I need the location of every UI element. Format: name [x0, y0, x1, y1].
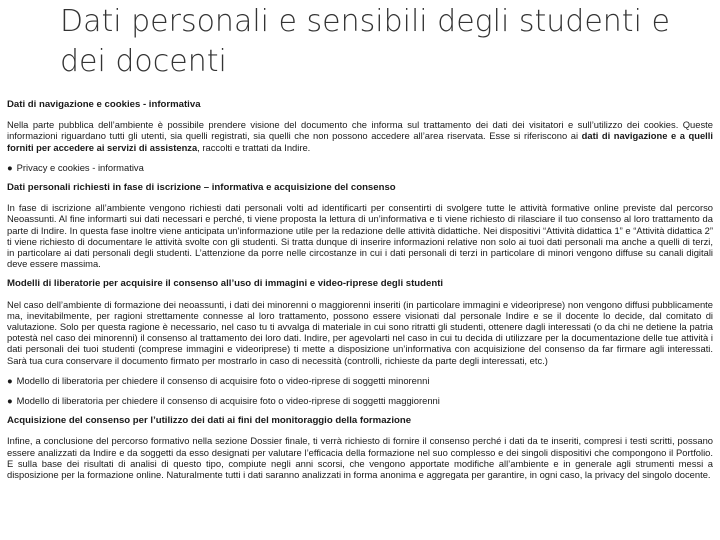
section-heading-release-models: Modelli di liberatorie per acquisire il consenso all’uso di immagini e video-riprese degli studenti — [7, 278, 444, 290]
paragraph-text: Nella parte pubblica dell’ambiente è possibile prendere visione del documento che informa sul trattamento dei dati dei visitatori e sull’utilizzo dei cookies. Queste informazioni riguardano tutti gli utenti, sia quelli registrati, sia quelli che non possono accedere all’area riservata. Esse si riferiscono ai — [7, 119, 713, 142]
page-title: Dati personali e sensibili degli studenti e dei docenti — [60, 4, 670, 79]
bullet-label: Modello di liberatoria per chiedere il consenso di acquisire foto o video-riprese di soggetti minorenni — [16, 374, 430, 386]
bullet-label: Modello di liberatoria per chiedere il consenso di acquisire foto o video-riprese di soggetti maggiorenni — [16, 395, 440, 407]
section-heading-registration: Dati personali richiesti in fase di iscrizione – informativa e acquisizione del consenso — [7, 182, 396, 194]
paragraph-monitoring-consent: Infine, a conclusione del percorso formativo nella sezione Dossier finale, ti verrà richiesto di fornire il consenso perché i dati da te inseriti, compresi i testi scritti, possano essere analizzati da Indire e da soggetti da esso designati per valutare l’efficacia della formazione nel suo complesso e dei singoli dispositivi che compongono il Portfolio. E sulla base dei risultati di analisi di questo tipo, compiute negli anni scorsi, che vengono apportate modifiche all’ambiente e in generale agli strumenti messi a disposizione per la formazione online. Naturalmente tutti i dati saranno analizzati in forma anonima e aggregata per garantire, in ogni caso, la privacy del singolo docente. — [7, 435, 713, 481]
paragraph-bold-text: dati di navigazione e a quelli forniti per accedere ai servizi di assistenza — [7, 130, 713, 153]
bullet-label: Privacy e cookies - informativa — [16, 161, 144, 173]
section-heading-monitoring-consent: Acquisizione del consenso per l’utilizzo dei dati ai fini del monitoraggio della formazione — [7, 415, 412, 427]
bullet-icon: ● — [7, 374, 13, 386]
bullet-icon: ● — [7, 161, 13, 173]
bullet-icon: ● — [7, 395, 13, 407]
paragraph-registration: In fase di iscrizione all’ambiente vengono richiesti dati personali volti ad identificarti per consentirti di svolgere tutte le attività formative online previste dal percorso Neoassunti. Al fine informarti sui dati necessari e perché, ti viene proposta la lettura di un’informativa e ti viene richiesto di rilasciare il tuo consenso al loro trattamento da parte di Indire. In questa fase inoltre viene anticipata un’informazione utile per la redazione delle attività didattiche. Nei dispositivi “Attività didattica 1” e “Attività didattica 2” ti viene richiesto di documentare le attività svolte con gli studenti. Si tratta dunque di inserire informazioni relative non solo ai tuoi dati personali ma anche a quelli di terzi, in particolare ai dati personali degli studenti. L’attenzione da porre nelle circostanze in cui i dati personali di terzi in particolare di minori vengono diffuse su canali digitali deve essere massima. — [7, 202, 713, 270]
section-heading-navigation-cookies: Dati di navigazione e cookies - informativa — [7, 99, 201, 110]
paragraph-text-end: , raccolti e trattati da Indire. — [197, 141, 311, 153]
paragraph-navigation-cookies — [7, 119, 713, 153]
document-body — [7, 99, 713, 489]
paragraph-release-models: Nel caso dell’ambiente di formazione dei neoassunti, i dati dei minorenni o maggiorenni inseriti (in particolare immagini e videoriprese) non vengono diffusi pubblicamente ma, inevitabilmente, per ragioni strettamente connesse al loro trattamento, possono essere visionati dal personale Indire e se il docente lo decide, dal comitato di valutazione. Solo per questa ragione è necessario, nel caso tu ti avvalga di materiale in cui sono ritratti gli studenti, ottenere dagli interessati (o da chi ne detiene la patria potestà nel caso dei minorenni) il consenso al trattamento dei loro dati. Indire, per agevolarti nel caso in cui tu decida di utilizzare per la documentazione delle tue attività i dati personali dei tuoi studenti (comprese immagini e videoriprese) ti mette a disposizione un’informativa con acquisizione del consenso da far firmare agli interessati. Sarà tua cura conservare il documento firmato per mostrarlo in caso di necessità (controlli, richieste da parte degli interessati, etc.) — [7, 298, 713, 366]
bullet-release-adults[interactable] — [7, 395, 713, 406]
bullet-privacy-cookies[interactable] — [7, 162, 713, 173]
bullet-release-minors[interactable] — [7, 375, 713, 386]
